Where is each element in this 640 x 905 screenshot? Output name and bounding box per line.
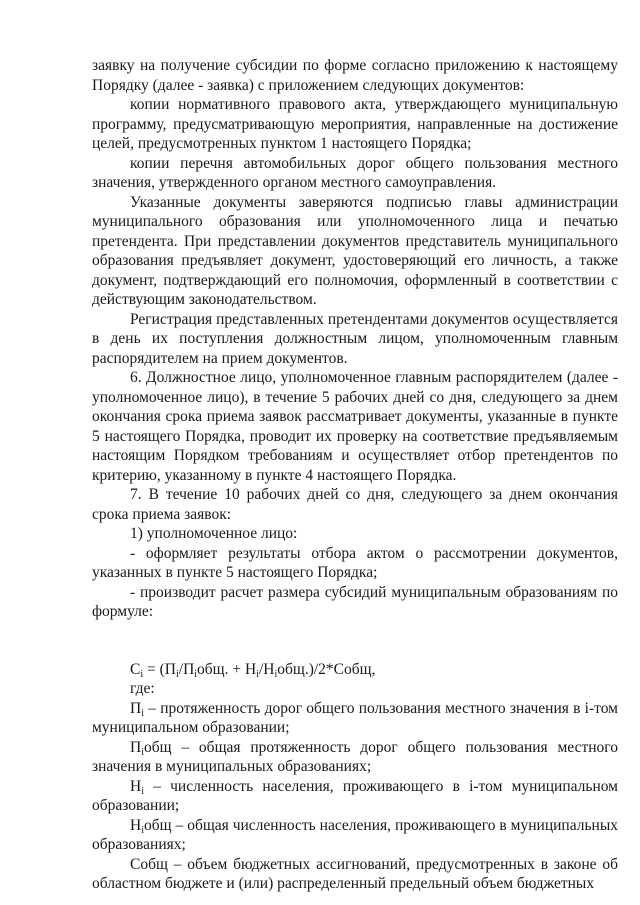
definition-budget-allocation: Cобщ – объем бюджетных ассигнований, предусмотренных в законе об областном бюджете и (или) распределенный предельный объем бюджетных — [92, 855, 618, 892]
paragraph-subitem-1: 1) уполномоченное лицо: — [130, 525, 298, 542]
paragraph-application: заявку на получение субсидии по форме согласно приложению к настоящему Порядку (далее - заявка) с приложением следующих документов: — [92, 57, 618, 94]
definition-total-road-length: $П_iобщ$ – общая протяженность дорог общего пользования местного значения в муниципальных образованиях; — [92, 738, 618, 775]
paragraph-item-6: 6. Должностное лицо, уполномоченное главным распорядителем (далее - уполномоченное лицо), в течение 5 рабочих дней со дня, следующего за днем окончания срока приема заявок рассматривает документы, указанные в пункте 5 настоящего Порядка, проводит их проверку на соответствие предъявляемым настоящим Порядком требованиям и осуществляет отбор претендентов по критерию, указанному в пункте 4 настоящего Порядка. — [92, 369, 618, 484]
paragraph-dash-selection-act: - оформляет результаты отбора актом о рассмотрении документов, указанных в пункте 5 настоящего Порядка; — [92, 544, 618, 581]
document-body — [92, 56, 618, 894]
paragraph-registration: Регистрация представленных претендентами документов осуществляется в день их поступления должностным лицом, уполномоченным главным распорядителем на прием документов. — [92, 310, 618, 367]
definition-population: $Н_i$ – численность населения, проживающего в i-том муниципальном образовании; — [92, 777, 618, 814]
paragraph-dash-calculation: - производит расчет размера субсидий муниципальным образованиям по формуле: — [92, 583, 618, 620]
formula-where-label: где: — [130, 680, 155, 697]
paragraph-legal-act-copies: копии нормативного правового акта, утверждающего муниципальную программу, предусматривающую мероприятия, направленные на достижение целей, предусмотренных пунктом 1 настоящего Порядка; — [92, 96, 618, 152]
definition-road-length: $П_i$ – протяженность дорог общего пользования местного значения в i-том муниципальном образовании; — [92, 699, 618, 736]
subsidy-formula: $C_i = (П_i/П_iобщ$. + $Н_i/Н_iобщ.)/2*Cобщ$, — [130, 660, 376, 680]
definition-total-population: $Н_iобщ$ – общая численность населения, проживающего в муниципальных образованиях; — [92, 816, 618, 853]
formula-spacer — [92, 622, 618, 660]
paragraph-road-list-copies: копии перечня автомобильных дорог общего пользования местного значения, утвержденного органом местного самоуправления. — [92, 154, 618, 191]
paragraph-item-7: 7. В течение 10 рабочих дней со дня, следующего за днем окончания срока приема заявок: — [92, 486, 618, 523]
paragraph-document-certification: Указанные документы заверяются подписью главы администрации муниципального образования или уполномоченного лица и печатью претендента. При представлении документов представитель муниципального образования предъявляет документ, удостоверяющий его личность, а также документ, подтверждающий его полномочия, оформленный в соответствии с действующим законодательством. — [92, 193, 618, 308]
